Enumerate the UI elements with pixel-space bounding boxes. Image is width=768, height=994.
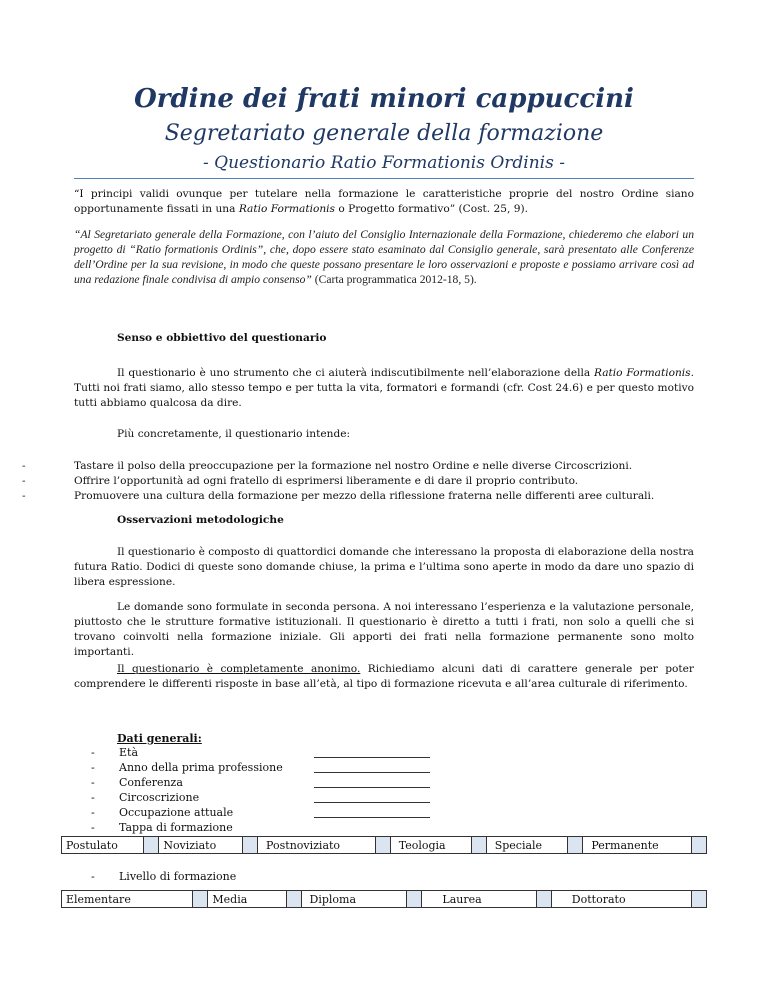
circumscription-input-line[interactable] — [314, 802, 430, 803]
checkbox-elementare[interactable] — [193, 891, 208, 908]
option-label: Postnoviziato — [258, 837, 376, 854]
checkbox-postulato[interactable] — [144, 837, 159, 854]
list-item: - Tastare il polso della preoccupazione per la formazione nel nostro Ordine e nelle diverse Circoscrizioni. — [22, 460, 633, 472]
programme-quote: “Al Segretariato generale della Formazione, con l’aiuto del Consiglio Internazionale della Formazione, chiederemo che elabori un progetto di “Ratio formationis Ordinis”, che, dopo essere stato esaminato dal Consiglio generale, sarà presentato alle Conferenze dell’Ordine per la sua revisione, in modo che queste possano presentare le loro osservazioni e proposte e possiamo arrivare così ad una redazione finale condivisa di ampio consenso” (Carta programmatica 2012-18, 5). — [74, 228, 694, 286]
method-paragraph-2: Le domande sono formulate in seconda persona. A noi interessano l’esperienza e la valutazione personale, piuttosto che le strutture formative istituzionali. Il questionario è diretto a tutti i frati, non solo a quelli che si trovano coinvolti nella formazione iniziale. Gli apporti dei frati nella formazione permanente sono molto importanti. — [74, 601, 694, 658]
purpose-paragraph: Il questionario è uno strumento che ci aiuterà indiscutibilmente nell’elaborazione della Ratio Formationis. Tutti noi frati siamo, allo stesso tempo e per tutta la vita, formatori e formandi (cfr. Cost 24.6) e per questo motivo tutti abbiamo qualcosa da dire. — [74, 367, 694, 409]
option-label: Permanente — [583, 837, 692, 854]
option-label: Postulato — [62, 837, 144, 854]
general-data-title: Dati generali: — [117, 732, 202, 745]
option-label: Laurea — [422, 891, 536, 908]
questionnaire-title: - Questionario Ratio Formationis Ordinis - — [203, 153, 565, 173]
occupation-input-line[interactable] — [314, 817, 430, 818]
checkbox-speciale[interactable] — [568, 837, 583, 854]
checkbox-noviziato[interactable] — [243, 837, 258, 854]
field-label-profession-year: - Anno della prima professione — [91, 761, 283, 774]
option-label: Noviziato — [159, 837, 243, 854]
field-label-formation-stage: - Tappa di formazione — [91, 821, 233, 834]
checkbox-postnoviziato[interactable] — [375, 837, 390, 854]
option-label: Speciale — [486, 837, 568, 854]
conference-input-line[interactable] — [314, 787, 430, 788]
education-level-table — [61, 890, 707, 908]
method-paragraph-1: Il questionario è composto di quattordici domande che interessano la proposta di elaborazione della nostra futura Ratio. Dodici di queste sono domande chiuse, la prima e l’ultima sono aperte in modo da dare uno spazio di libera espressione. — [74, 546, 694, 588]
profession-year-input-line[interactable] — [314, 772, 430, 773]
constitution-quote: “I principi validi ovunque per tutelare nella formazione le caratteristiche proprie del nostro Ordine siano opportunamente fissati in una Ratio Formationis o Progetto formativo” (Cost. 25, 9). — [74, 188, 694, 215]
option-label: Teologia — [390, 837, 471, 854]
checkbox-media[interactable] — [286, 891, 301, 908]
checkbox-diploma[interactable] — [407, 891, 422, 908]
field-label-occupation: - Occupazione attuale — [91, 806, 234, 819]
section-title-method: Osservazioni metodologiche — [117, 514, 284, 526]
section-title-purpose: Senso e obbiettivo del questionario — [117, 332, 327, 344]
formation-stage-table — [61, 836, 707, 854]
list-item: - Promuovere una cultura della formazione per mezzo della riflessione fraterna nelle differenti aree culturali. — [22, 490, 655, 502]
field-label-conference: - Conferenza — [91, 776, 183, 789]
list-item: - Offrire l’opportunità ad ogni fratello di esprimersi liberamente e di dare il proprio contributo. — [22, 475, 579, 487]
field-label-age: - Età — [91, 746, 139, 759]
option-label: Diploma — [301, 891, 407, 908]
purpose-list — [22, 459, 702, 504]
option-label: Media — [208, 891, 286, 908]
checkbox-laurea[interactable] — [536, 891, 551, 908]
field-label-circumscription: - Circoscrizione — [91, 791, 200, 804]
age-input-line[interactable] — [314, 757, 430, 758]
education-level-label: - Livello di formazione — [91, 870, 237, 883]
general-data-list — [91, 745, 283, 835]
checkbox-teologia[interactable] — [471, 837, 486, 854]
purpose-intro: Più concretamente, il questionario intende: — [117, 428, 351, 440]
checkbox-dottorato[interactable] — [692, 891, 707, 908]
checkbox-permanente[interactable] — [692, 837, 707, 854]
method-paragraph-3: Il questionario è completamente anonimo. Richiediamo alcuni dati di carattere generale per poter comprendere le differenti risposte in base all’età, al tipo di formazione ricevuta e all’area culturale di riferimento. — [74, 663, 694, 690]
secretariat-title: Segretariato generale della formazione — [164, 121, 604, 146]
header-rule — [74, 178, 694, 179]
option-label: Elementare — [62, 891, 193, 908]
order-title: Ordine dei frati minori cappuccini — [134, 84, 634, 114]
option-label: Dottorato — [551, 891, 691, 908]
